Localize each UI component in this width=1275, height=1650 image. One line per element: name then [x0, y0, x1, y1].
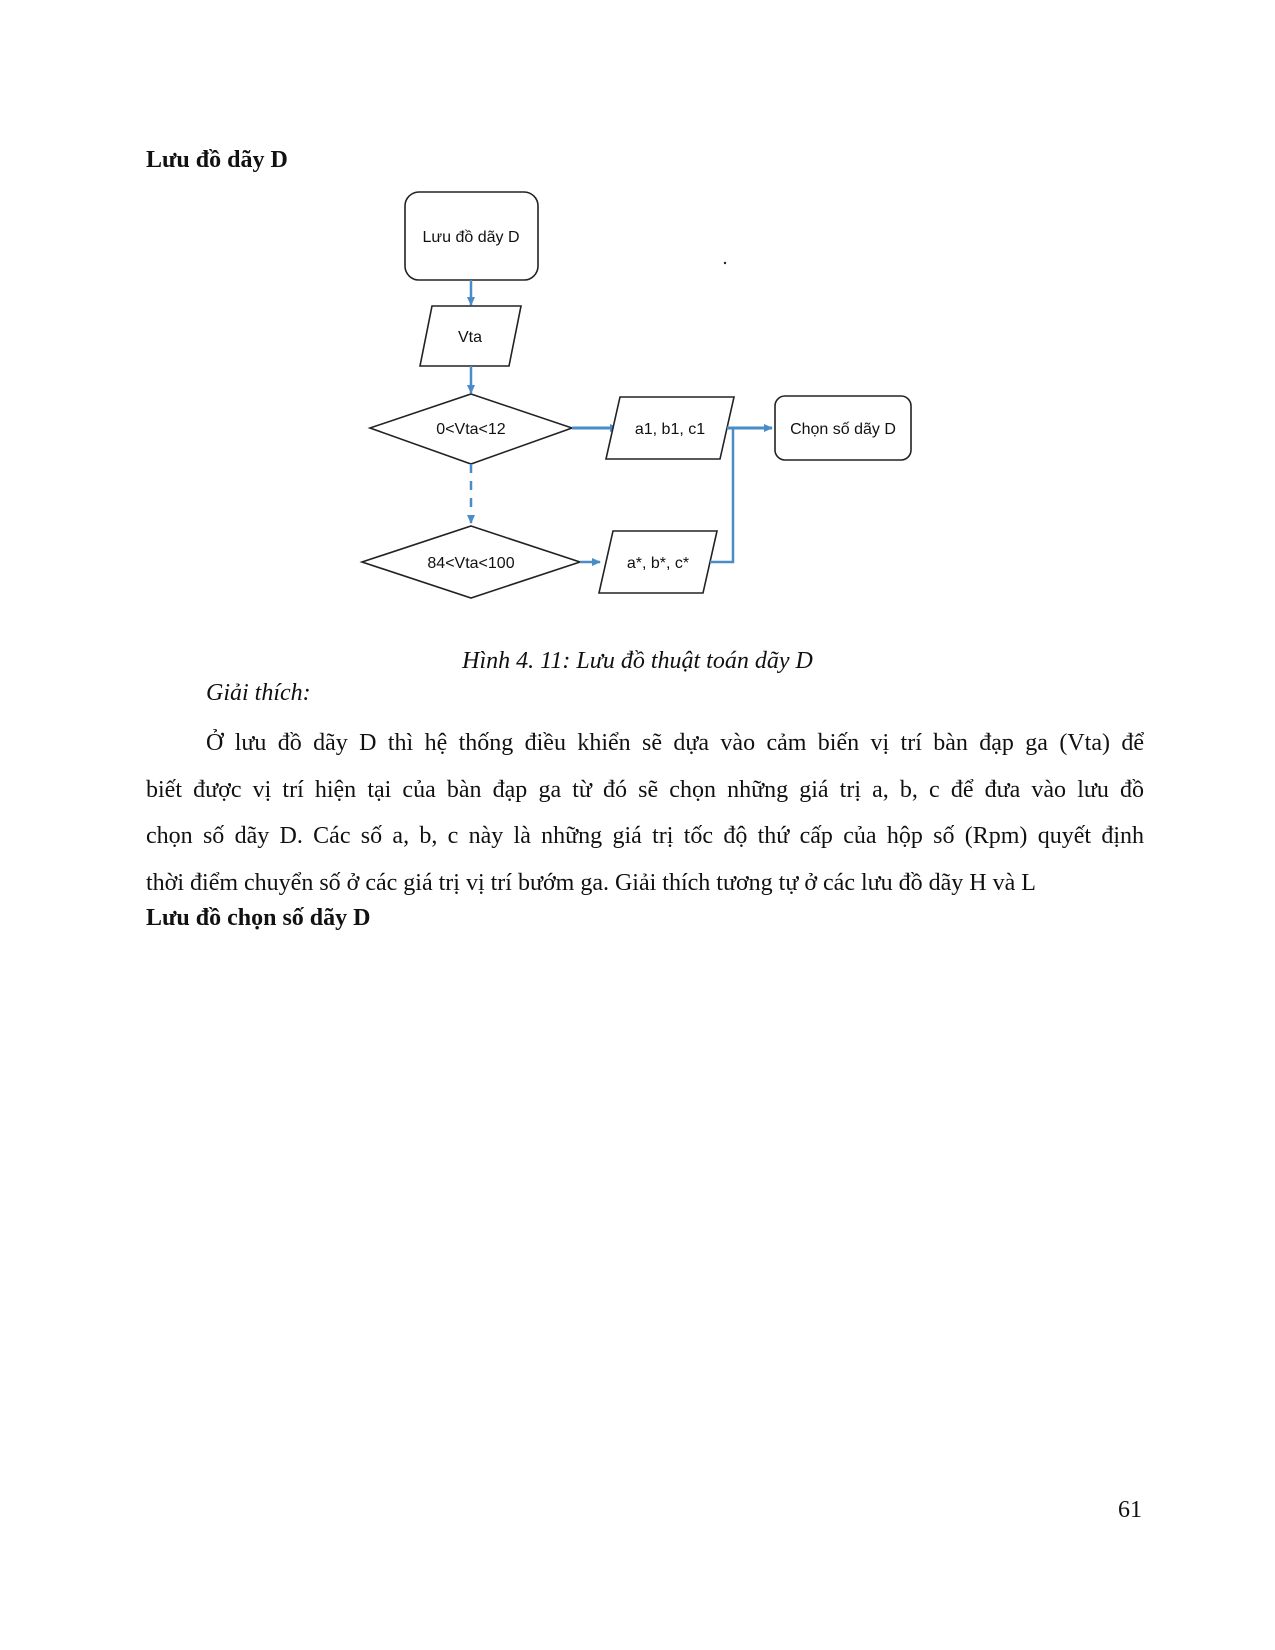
paragraph-line: thời điểm chuyển số ở các giá trị vị trí bướm ga. Giải thích tương tự ở các lưu đồ dãy H và L	[146, 869, 1036, 896]
explanation-paragraph	[146, 720, 1144, 906]
decision-1-label: 0<Vta<12	[436, 421, 506, 438]
flowchart-diagram	[350, 190, 950, 630]
figure-caption: Hình 4. 11: Lưu đồ thuật toán dãy D	[462, 648, 813, 674]
paragraph-line: chọn số dãy D. Các số a, b, c này là những giá trị tốc độ thứ cấp của hộp số (Rpm) quyết định	[146, 823, 1144, 849]
stray-dot	[724, 262, 726, 264]
input-vta-label: Vta	[457, 329, 483, 346]
paragraph-line: Ở lưu đồ dãy D thì hệ thống điều khiển sẽ dựa vào cảm biến vị trí bàn đạp ga (Vta) để	[206, 730, 1144, 756]
section-heading-flowchart-d: Lưu đồ dãy D	[146, 147, 288, 173]
explanation-label: Giải thích:	[206, 680, 311, 706]
flowchart-svg	[350, 190, 950, 630]
section-heading-gear-selection-d: Lưu đồ chọn số dãy D	[146, 905, 371, 931]
decision-2-label: 84<Vta<100	[427, 555, 515, 572]
paragraph-line: biết được vị trí hiện tại của bàn đạp ga từ đó sẽ chọn những giá trị a, b, c để đưa vào lưu đồ	[146, 776, 1144, 803]
start-terminal-label: Lưu đồ dãy D	[422, 229, 520, 246]
output-1-label: a1, b1, c1	[634, 421, 706, 438]
output-2-label: a*, b*, c*	[626, 555, 690, 572]
page-number: 61	[1118, 1497, 1142, 1523]
end-terminal-label: Chọn số dãy D	[790, 421, 896, 438]
